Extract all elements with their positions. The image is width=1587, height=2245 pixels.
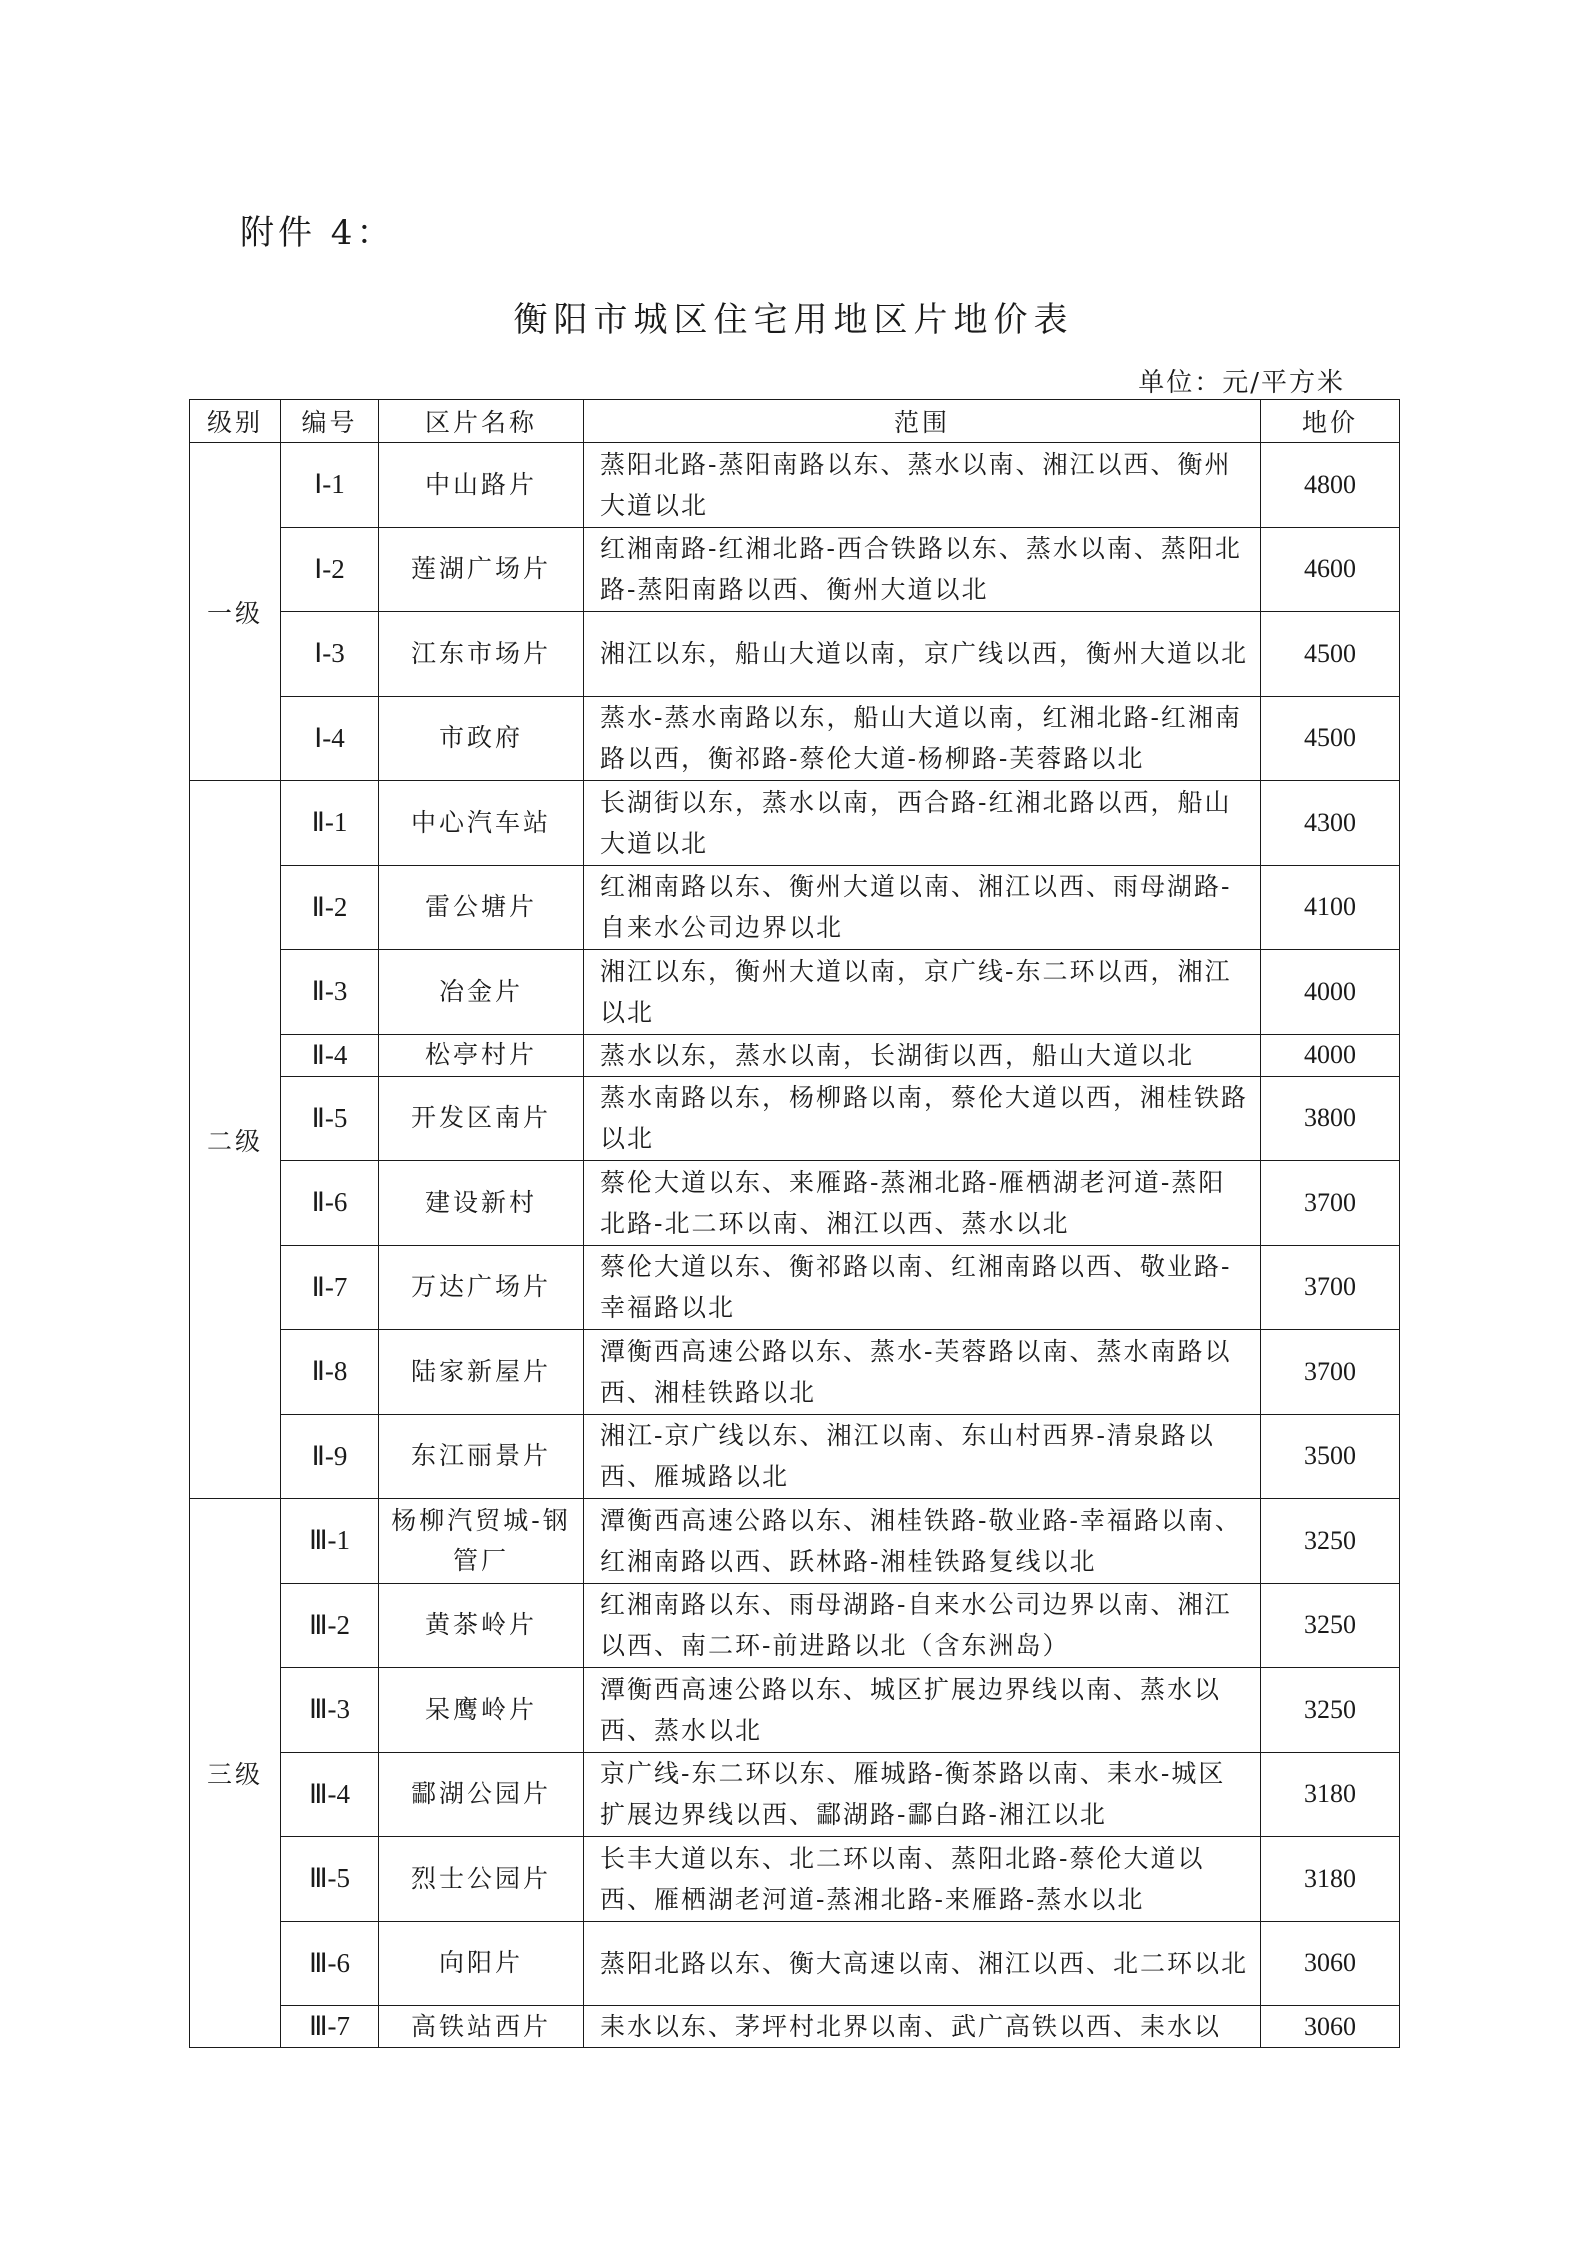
price-cell: 4600 <box>1261 527 1400 612</box>
zone-name-cell: 陆家新屋片 <box>379 1330 584 1415</box>
land-price-table <box>189 399 1400 2048</box>
scope-cell: 蒸水南路以东，杨柳路以南，蔡伦大道以西，湘桂铁路以北 <box>584 1076 1261 1161</box>
code-cell: Ⅲ-7 <box>281 2006 379 2048</box>
code-cell: Ⅱ-2 <box>281 865 379 950</box>
header-price: 地价 <box>1261 400 1400 443</box>
price-cell: 4000 <box>1261 950 1400 1035</box>
zone-name-cell: 莲湖广场片 <box>379 527 584 612</box>
table-row <box>190 1499 1400 1584</box>
table-row <box>190 1034 1400 1076</box>
price-cell: 4500 <box>1261 696 1400 781</box>
table-row <box>190 527 1400 612</box>
price-cell: 4300 <box>1261 781 1400 866</box>
code-cell: Ⅲ-4 <box>281 1752 379 1837</box>
scope-cell: 耒水以东、茅坪村北界以南、武广高铁以西、耒水以 <box>584 2006 1261 2048</box>
price-cell: 4500 <box>1261 612 1400 697</box>
price-cell: 4800 <box>1261 443 1400 528</box>
table-row <box>190 696 1400 781</box>
zone-name-cell: 松亭村片 <box>379 1034 584 1076</box>
table-row <box>190 1161 1400 1246</box>
scope-cell: 湘江以东，船山大道以南，京广线以西，衡州大道以北 <box>584 612 1261 697</box>
zone-name-cell: 东江丽景片 <box>379 1414 584 1499</box>
code-cell: Ⅱ-6 <box>281 1161 379 1246</box>
table-row <box>190 1837 1400 1922</box>
zone-name-cell: 冶金片 <box>379 950 584 1035</box>
code-cell: Ⅱ-1 <box>281 781 379 866</box>
unit-label: 单位：元/平方米 <box>1138 368 1345 398</box>
code-cell: Ⅲ-3 <box>281 1668 379 1753</box>
zone-name-cell: 杨柳汽贸城-钢管厂 <box>379 1499 584 1584</box>
table-row <box>190 1583 1400 1668</box>
attachment-label: 附件 4： <box>240 213 395 253</box>
code-cell: Ⅲ-2 <box>281 1583 379 1668</box>
scope-cell: 蔡伦大道以东、来雁路-蒸湘北路-雁栖湖老河道-蒸阳北路-北二环以南、湘江以西、蒸水以北 <box>584 1161 1261 1246</box>
header-scope: 范围 <box>584 400 1261 443</box>
scope-cell: 蒸水以东，蒸水以南，长湖街以西，船山大道以北 <box>584 1034 1261 1076</box>
code-cell: Ⅲ-1 <box>281 1499 379 1584</box>
code-cell: Ⅱ-5 <box>281 1076 379 1161</box>
table-row <box>190 1076 1400 1161</box>
zone-name-cell: 呆鹰岭片 <box>379 1668 584 1753</box>
zone-name-cell: 中心汽车站 <box>379 781 584 866</box>
table-row <box>190 2006 1400 2048</box>
code-cell: Ⅱ-7 <box>281 1245 379 1330</box>
price-cell: 3250 <box>1261 1583 1400 1668</box>
code-cell: Ⅰ-3 <box>281 612 379 697</box>
table-row <box>190 443 1400 528</box>
scope-cell: 京广线-东二环以东、雁城路-衡茶路以南、耒水-城区扩展边界线以西、酃湖路-酃白路-湘江以北 <box>584 1752 1261 1837</box>
price-cell: 3060 <box>1261 2006 1400 2048</box>
scope-cell: 红湘南路-红湘北路-西合铁路以东、蒸水以南、蒸阳北路-蒸阳南路以西、衡州大道以北 <box>584 527 1261 612</box>
zone-name-cell: 市政府 <box>379 696 584 781</box>
table-row <box>190 950 1400 1035</box>
scope-cell: 潭衡西高速公路以东、城区扩展边界线以南、蒸水以西、蒸水以北 <box>584 1668 1261 1753</box>
scope-cell: 潭衡西高速公路以东、蒸水-芙蓉路以南、蒸水南路以西、湘桂铁路以北 <box>584 1330 1261 1415</box>
level-cell: 三级 <box>190 1499 281 2048</box>
zone-name-cell: 中山路片 <box>379 443 584 528</box>
table-row <box>190 1752 1400 1837</box>
code-cell: Ⅲ-6 <box>281 1921 379 2006</box>
code-cell: Ⅰ-1 <box>281 443 379 528</box>
code-cell: Ⅱ-4 <box>281 1034 379 1076</box>
scope-cell: 湘江-京广线以东、湘江以南、东山村西界-清泉路以西、雁城路以北 <box>584 1414 1261 1499</box>
table-row <box>190 1245 1400 1330</box>
scope-cell: 湘江以东，衡州大道以南，京广线-东二环以西，湘江以北 <box>584 950 1261 1035</box>
header-zone-name: 区片名称 <box>379 400 584 443</box>
zone-name-cell: 黄茶岭片 <box>379 1583 584 1668</box>
table-row <box>190 1414 1400 1499</box>
price-cell: 4100 <box>1261 865 1400 950</box>
table-row <box>190 1668 1400 1753</box>
zone-name-cell: 酃湖公园片 <box>379 1752 584 1837</box>
zone-name-cell: 万达广场片 <box>379 1245 584 1330</box>
price-cell: 3500 <box>1261 1414 1400 1499</box>
zone-name-cell: 江东市场片 <box>379 612 584 697</box>
zone-name-cell: 烈士公园片 <box>379 1837 584 1922</box>
price-cell: 3800 <box>1261 1076 1400 1161</box>
header-level: 级别 <box>190 400 281 443</box>
code-cell: Ⅱ-9 <box>281 1414 379 1499</box>
table-row <box>190 1921 1400 2006</box>
scope-cell: 长丰大道以东、北二环以南、蒸阳北路-蔡伦大道以西、雁栖湖老河道-蒸湘北路-来雁路-蒸水以北 <box>584 1837 1261 1922</box>
code-cell: Ⅱ-3 <box>281 950 379 1035</box>
price-cell: 3180 <box>1261 1752 1400 1837</box>
price-cell: 3180 <box>1261 1837 1400 1922</box>
code-cell: Ⅲ-5 <box>281 1837 379 1922</box>
price-cell: 3700 <box>1261 1161 1400 1246</box>
header-code: 编号 <box>281 400 379 443</box>
scope-cell: 红湘南路以东、雨母湖路-自来水公司边界以南、湘江以西、南二环-前进路以北（含东洲岛） <box>584 1583 1261 1668</box>
table-row <box>190 612 1400 697</box>
price-cell: 3060 <box>1261 1921 1400 2006</box>
code-cell: Ⅱ-8 <box>281 1330 379 1415</box>
price-cell: 3700 <box>1261 1245 1400 1330</box>
zone-name-cell: 高铁站西片 <box>379 2006 584 2048</box>
scope-cell: 蒸阳北路-蒸阳南路以东、蒸水以南、湘江以西、衡州大道以北 <box>584 443 1261 528</box>
page-title: 衡阳市城区住宅用地区片地价表 <box>513 300 1074 340</box>
table-row <box>190 781 1400 866</box>
table-row <box>190 1330 1400 1415</box>
scope-cell: 潭衡西高速公路以东、湘桂铁路-敬业路-幸福路以南、红湘南路以西、跃林路-湘桂铁路复线以北 <box>584 1499 1261 1584</box>
zone-name-cell: 向阳片 <box>379 1921 584 2006</box>
table-header-row <box>190 400 1400 443</box>
level-cell: 二级 <box>190 781 281 1499</box>
price-cell: 4000 <box>1261 1034 1400 1076</box>
price-cell: 3700 <box>1261 1330 1400 1415</box>
level-cell: 一级 <box>190 443 281 781</box>
price-cell: 3250 <box>1261 1668 1400 1753</box>
scope-cell: 蔡伦大道以东、衡祁路以南、红湘南路以西、敬业路-幸福路以北 <box>584 1245 1261 1330</box>
scope-cell: 蒸水-蒸水南路以东，船山大道以南，红湘北路-红湘南路以西，衡祁路-蔡伦大道-杨柳路-芙蓉路以北 <box>584 696 1261 781</box>
table-row <box>190 865 1400 950</box>
scope-cell: 蒸阳北路以东、衡大高速以南、湘江以西、北二环以北 <box>584 1921 1261 2006</box>
zone-name-cell: 开发区南片 <box>379 1076 584 1161</box>
zone-name-cell: 建设新村 <box>379 1161 584 1246</box>
price-cell: 3250 <box>1261 1499 1400 1584</box>
zone-name-cell: 雷公塘片 <box>379 865 584 950</box>
code-cell: Ⅰ-2 <box>281 527 379 612</box>
scope-cell: 红湘南路以东、衡州大道以南、湘江以西、雨母湖路-自来水公司边界以北 <box>584 865 1261 950</box>
scope-cell: 长湖街以东，蒸水以南，西合路-红湘北路以西，船山大道以北 <box>584 781 1261 866</box>
code-cell: Ⅰ-4 <box>281 696 379 781</box>
